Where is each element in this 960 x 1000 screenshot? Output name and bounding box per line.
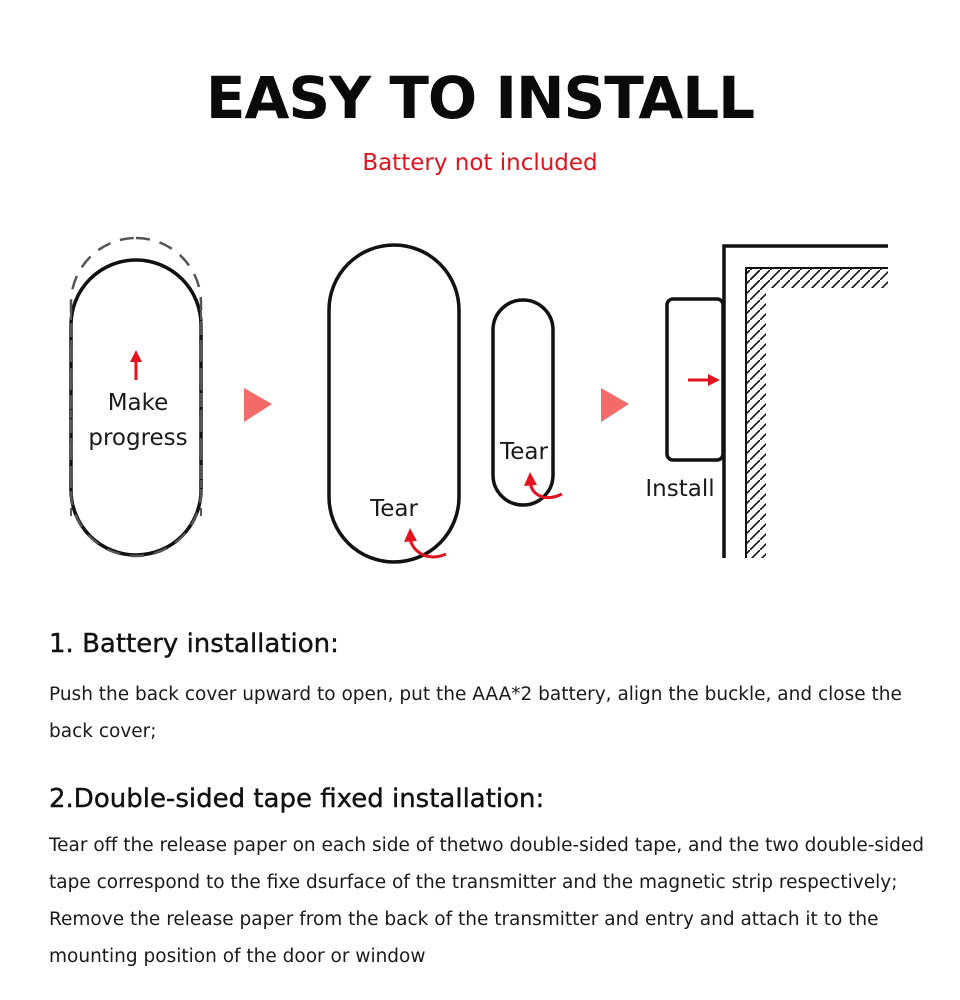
section-body: Push the back cover upward to open, put the AAA*2 battery, align the buckle, and close the back cover; bbox=[49, 684, 902, 742]
next-step-arrow-icon bbox=[601, 388, 629, 422]
battery-installation-section bbox=[49, 626, 929, 750]
wall-corner bbox=[724, 246, 888, 558]
step1-label-line1: Make bbox=[107, 390, 169, 416]
battery-note: Battery not included bbox=[362, 150, 598, 176]
installation-diagram bbox=[0, 220, 960, 580]
next-step-arrow-icon bbox=[244, 388, 272, 422]
page-title: EASY TO INSTALL bbox=[205, 64, 755, 132]
step2-tear-label-b: Tear bbox=[500, 439, 548, 465]
step2-tear-label-a: Tear bbox=[370, 496, 418, 522]
section-body: Tear off the release paper on each side of thetwo double-sided tape, and the two double-sided tape correspond to the fixe dsurface of the transmitter and the magnetic strip respectively; Remove the release paper from the back of the transmitter and entry and attach it to the mounting position of the door or window bbox=[49, 835, 925, 967]
section-heading: 1. Battery installation: bbox=[49, 629, 339, 659]
step1-label-line2: progress bbox=[88, 425, 188, 451]
step3-label: Install bbox=[645, 476, 715, 502]
arrow-up-icon bbox=[130, 350, 142, 380]
section-heading: 2.Double-sided tape fixed installation: bbox=[49, 784, 545, 814]
step2-magnet bbox=[493, 300, 553, 505]
tear-curl-icon bbox=[524, 472, 562, 498]
tape-installation-section bbox=[49, 781, 929, 975]
